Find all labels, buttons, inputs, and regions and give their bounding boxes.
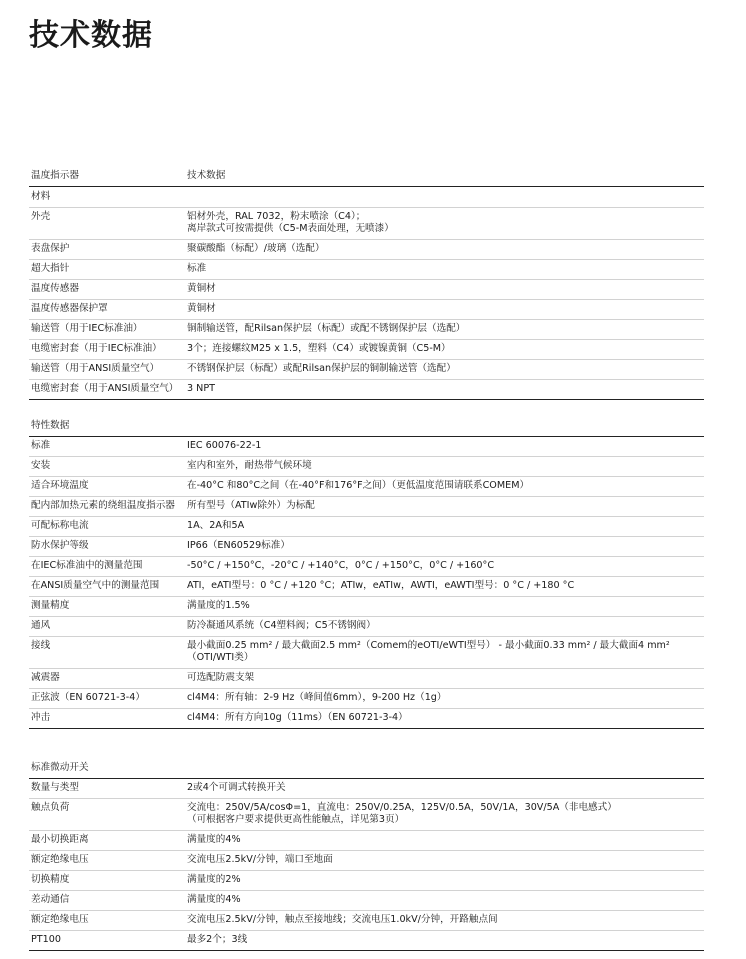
row-value: IP66（EN60529标准） [185, 537, 704, 557]
row-label: 配内部加热元素的绕组温度指示器 [29, 497, 185, 517]
row-label: 电缆密封套（用于IEC标准油） [29, 340, 185, 360]
row-value: 交流电压2.5kV/分钟，触点至接地线；交流电压1.0kV/分钟，开路触点间 [185, 911, 704, 931]
row-value: 铝材外壳，RAL 7032，粉末喷涂（C4）； 离岸款式可按需提供（C5-M表面处理，无喷漆） [185, 208, 704, 240]
table-header-row [29, 167, 704, 187]
table-row [29, 320, 704, 340]
row-label: 正弦波（EN 60721-3-4） [29, 689, 185, 709]
row-value: 标准 [185, 260, 704, 280]
row-label: 冲击 [29, 709, 185, 729]
switches-table [29, 758, 704, 951]
table-row [29, 669, 704, 689]
table-row [29, 799, 704, 831]
row-label: 电缆密封套（用于ANSI质量空气） [29, 380, 185, 400]
row-value: 可选配防震支架 [185, 669, 704, 689]
row-value: 满量度的1.5% [185, 597, 704, 617]
table-row [29, 617, 704, 637]
table-row [29, 437, 704, 457]
row-label: 接线 [29, 637, 185, 669]
page-title: 技术数据 [29, 18, 153, 53]
row-label: 触点负荷 [29, 799, 185, 831]
row-label: 切换精度 [29, 871, 185, 891]
table-row [29, 537, 704, 557]
section-header-switches [29, 758, 704, 779]
table-row [29, 240, 704, 260]
section-title: 材料 [29, 187, 704, 208]
table-row [29, 260, 704, 280]
header-col-tech-data: 技术数据 [185, 167, 704, 187]
row-value: 所有型号（ATIw除外）为标配 [185, 497, 704, 517]
row-value: 满量度的4% [185, 891, 704, 911]
row-label: 输送管（用于IEC标准油） [29, 320, 185, 340]
row-label: 防水保护等级 [29, 537, 185, 557]
section-title: 特性数据 [29, 416, 704, 437]
row-label: 差动通信 [29, 891, 185, 911]
row-value: 满量度的2% [185, 871, 704, 891]
row-label: 表盘保护 [29, 240, 185, 260]
row-value: 室内和室外，耐热带气候环境 [185, 457, 704, 477]
row-value: 交流电压2.5kV/分钟，端口至地面 [185, 851, 704, 871]
table-row [29, 871, 704, 891]
row-value: IEC 60076-22-1 [185, 437, 704, 457]
row-label: 标准 [29, 437, 185, 457]
section-header-characteristics [29, 416, 704, 437]
row-value: ATI，eATI型号：0 °C / +120 °C；ATIw，eATIw，AWTI，eAWTI型号：0 °C / +180 °C [185, 577, 704, 597]
row-value: 交流电：250V/5A/cosΦ=1，直流电：250V/0.25A，125V/0.5A，50V/1A，30V/5A（非电感式） （可根据客户要求提供更高性能触点，详见第3页） [185, 799, 704, 831]
row-value: 1A、2A和5A [185, 517, 704, 537]
row-value: 聚碳酸酯（标配）/玻璃（选配） [185, 240, 704, 260]
row-label: 适合环境温度 [29, 477, 185, 497]
row-value: 满量度的4% [185, 831, 704, 851]
table-row [29, 300, 704, 320]
row-value: 铜制输送管，配Rilsan保护层（标配）或配不锈钢保护层（选配） [185, 320, 704, 340]
row-value: 最多2个；3线 [185, 931, 704, 951]
table-row [29, 497, 704, 517]
table-row [29, 709, 704, 729]
table-row [29, 557, 704, 577]
materials-table [29, 167, 704, 400]
table-row [29, 831, 704, 851]
row-value: 3个；连接螺纹M25 x 1.5，塑料（C4）或镀镍黄铜（C5-M） [185, 340, 704, 360]
table-row [29, 637, 704, 669]
row-label: PT100 [29, 931, 185, 951]
header-col-indicator: 温度指示器 [29, 167, 185, 187]
table-row [29, 689, 704, 709]
row-value: -50°C / +150°C，-20°C / +140°C，0°C / +150°C，0°C / +160°C [185, 557, 704, 577]
table-row [29, 931, 704, 951]
row-label: 超大指针 [29, 260, 185, 280]
row-label: 在ANSI质量空气中的测量范围 [29, 577, 185, 597]
table-row [29, 779, 704, 799]
row-label: 在IEC标准油中的测量范围 [29, 557, 185, 577]
table-row [29, 340, 704, 360]
row-value: cl4M4：所有方向10g（11ms）（EN 60721-3-4） [185, 709, 704, 729]
row-label: 温度传感器保护罩 [29, 300, 185, 320]
table-row [29, 360, 704, 380]
table-row [29, 457, 704, 477]
table-row [29, 208, 704, 240]
row-value: 2或4个可调式转换开关 [185, 779, 704, 799]
row-label: 测量精度 [29, 597, 185, 617]
section-header-materials [29, 187, 704, 208]
row-label: 额定绝缘电压 [29, 911, 185, 931]
row-value: 在-40°C 和80°C之间（在-40°F和176°F之间）（更低温度范围请联系COMEM） [185, 477, 704, 497]
row-label: 通风 [29, 617, 185, 637]
row-label: 额定绝缘电压 [29, 851, 185, 871]
table-row [29, 597, 704, 617]
row-label: 安装 [29, 457, 185, 477]
row-label: 温度传感器 [29, 280, 185, 300]
section-title: 标准微动开关 [29, 758, 704, 779]
row-label: 输送管（用于ANSI质量空气） [29, 360, 185, 380]
table-row [29, 477, 704, 497]
row-label: 最小切换距离 [29, 831, 185, 851]
row-label: 减震器 [29, 669, 185, 689]
table-row [29, 577, 704, 597]
characteristics-table [29, 416, 704, 729]
table-row [29, 851, 704, 871]
row-value: cl4M4：所有轴：2-9 Hz（峰间值6mm），9-200 Hz（1g） [185, 689, 704, 709]
table-row [29, 517, 704, 537]
row-label: 数量与类型 [29, 779, 185, 799]
row-value: 不锈钢保护层（标配）或配Rilsan保护层的铜制输送管（选配） [185, 360, 704, 380]
row-value: 黄铜材 [185, 280, 704, 300]
table-row [29, 911, 704, 931]
table-row [29, 891, 704, 911]
row-label: 可配标称电流 [29, 517, 185, 537]
table-row [29, 380, 704, 400]
table-row [29, 280, 704, 300]
row-label: 外壳 [29, 208, 185, 240]
row-value: 防冷凝通风系统（C4塑料阀；C5不锈钢阀） [185, 617, 704, 637]
row-value: 最小截面0.25 mm² / 最大截面2.5 mm²（Comem的eOTI/eWTI型号） - 最小截面0.33 mm² / 最大截面4 mm² （OTI/WTI类） [185, 637, 704, 669]
row-value: 3 NPT [185, 380, 704, 400]
row-value: 黄铜材 [185, 300, 704, 320]
